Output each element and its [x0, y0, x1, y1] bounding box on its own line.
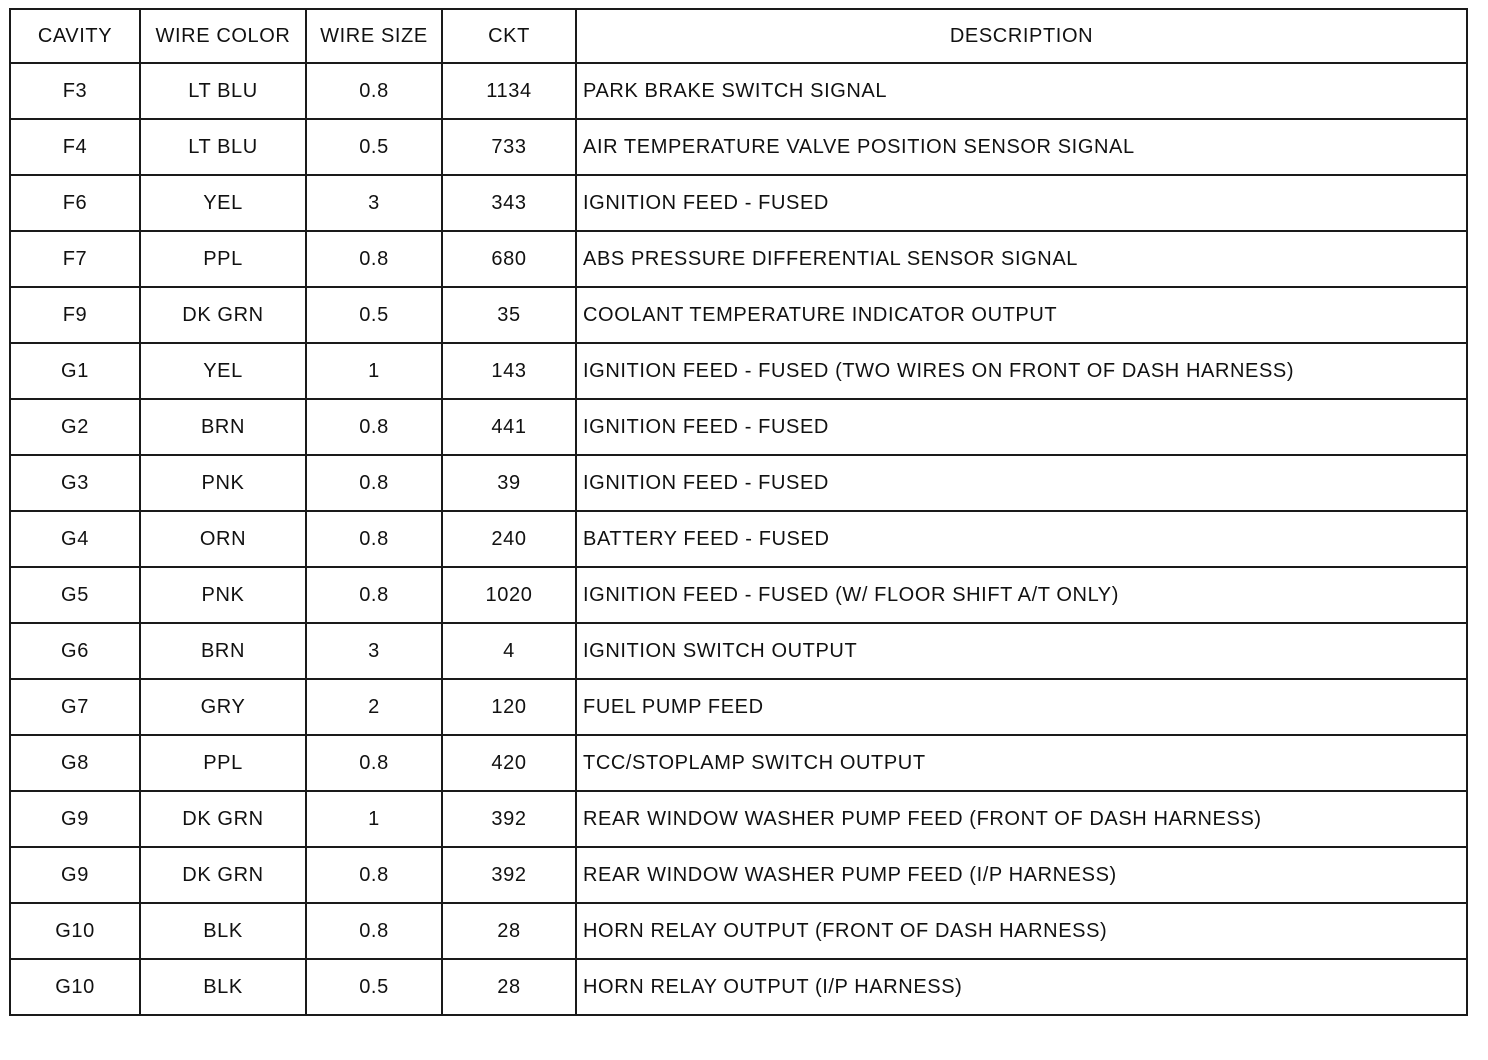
table-row: [10, 959, 1467, 1015]
table-row: [10, 343, 1467, 399]
cell-cavity: G9: [10, 791, 140, 847]
cell-cavity: G2: [10, 399, 140, 455]
cell-cavity: G6: [10, 623, 140, 679]
cell-description: AIR TEMPERATURE VALVE POSITION SENSOR SIGNAL: [576, 119, 1467, 175]
header-ckt: CKT: [442, 9, 576, 63]
cell-description: PARK BRAKE SWITCH SIGNAL: [576, 63, 1467, 119]
cell-description: IGNITION FEED - FUSED (W/ FLOOR SHIFT A/T ONLY): [576, 567, 1467, 623]
cell-ckt: 420: [442, 735, 576, 791]
cell-ckt: 39: [442, 455, 576, 511]
cell-wire-size: 0.5: [306, 287, 442, 343]
cell-wire-size: 0.8: [306, 847, 442, 903]
cell-cavity: G9: [10, 847, 140, 903]
cell-ckt: 680: [442, 231, 576, 287]
cell-description: TCC/STOPLAMP SWITCH OUTPUT: [576, 735, 1467, 791]
cell-cavity: G1: [10, 343, 140, 399]
header-row: [10, 9, 1467, 63]
table-row: [10, 735, 1467, 791]
cell-cavity: F7: [10, 231, 140, 287]
cell-wire-color: LT BLU: [140, 119, 306, 175]
cell-wire-size: 2: [306, 679, 442, 735]
cell-ckt: 392: [442, 791, 576, 847]
cell-wire-size: 3: [306, 623, 442, 679]
table-row: [10, 455, 1467, 511]
cell-ckt: 120: [442, 679, 576, 735]
cell-cavity: G7: [10, 679, 140, 735]
cell-ckt: 240: [442, 511, 576, 567]
cell-ckt: 143: [442, 343, 576, 399]
cell-cavity: G10: [10, 903, 140, 959]
cell-wire-color: YEL: [140, 343, 306, 399]
cell-wire-size: 0.8: [306, 567, 442, 623]
cell-description: COOLANT TEMPERATURE INDICATOR OUTPUT: [576, 287, 1467, 343]
cell-wire-color: BLK: [140, 903, 306, 959]
table-row: [10, 63, 1467, 119]
cell-ckt: 343: [442, 175, 576, 231]
cell-cavity: F9: [10, 287, 140, 343]
cell-ckt: 733: [442, 119, 576, 175]
cell-ckt: 4: [442, 623, 576, 679]
cell-cavity: F3: [10, 63, 140, 119]
cell-wire-size: 0.8: [306, 735, 442, 791]
header-wire-color: WIRE COLOR: [140, 9, 306, 63]
header-description: DESCRIPTION: [576, 9, 1467, 63]
cell-description: IGNITION FEED - FUSED: [576, 175, 1467, 231]
cell-wire-color: YEL: [140, 175, 306, 231]
cell-ckt: 1020: [442, 567, 576, 623]
cell-wire-color: PNK: [140, 455, 306, 511]
cell-cavity: G4: [10, 511, 140, 567]
cell-wire-size: 0.5: [306, 959, 442, 1015]
table-row: [10, 903, 1467, 959]
cell-wire-size: 1: [306, 791, 442, 847]
cell-cavity: G8: [10, 735, 140, 791]
connector-pinout-table: [9, 8, 1468, 1016]
cell-wire-color: PNK: [140, 567, 306, 623]
cell-description: REAR WINDOW WASHER PUMP FEED (FRONT OF DASH HARNESS): [576, 791, 1467, 847]
cell-wire-color: ORN: [140, 511, 306, 567]
cell-ckt: 28: [442, 959, 576, 1015]
cell-wire-size: 3: [306, 175, 442, 231]
cell-wire-color: GRY: [140, 679, 306, 735]
table-row: [10, 399, 1467, 455]
cell-wire-color: BRN: [140, 623, 306, 679]
cell-wire-size: 0.8: [306, 63, 442, 119]
cell-ckt: 28: [442, 903, 576, 959]
cell-cavity: F4: [10, 119, 140, 175]
cell-wire-color: BLK: [140, 959, 306, 1015]
cell-wire-size: 0.8: [306, 511, 442, 567]
cell-description: HORN RELAY OUTPUT (FRONT OF DASH HARNESS): [576, 903, 1467, 959]
cell-ckt: 392: [442, 847, 576, 903]
cell-description: ABS PRESSURE DIFFERENTIAL SENSOR SIGNAL: [576, 231, 1467, 287]
cell-ckt: 1134: [442, 63, 576, 119]
cell-wire-color: PPL: [140, 231, 306, 287]
cell-description: BATTERY FEED - FUSED: [576, 511, 1467, 567]
table-row: [10, 175, 1467, 231]
cell-wire-color: DK GRN: [140, 287, 306, 343]
cell-cavity: G10: [10, 959, 140, 1015]
cell-wire-color: DK GRN: [140, 791, 306, 847]
cell-description: IGNITION FEED - FUSED: [576, 399, 1467, 455]
table-row: [10, 623, 1467, 679]
table-row: [10, 511, 1467, 567]
cell-description: IGNITION FEED - FUSED: [576, 455, 1467, 511]
cell-ckt: 35: [442, 287, 576, 343]
cell-wire-size: 0.8: [306, 903, 442, 959]
table-row: [10, 231, 1467, 287]
table-row: [10, 679, 1467, 735]
cell-description: HORN RELAY OUTPUT (I/P HARNESS): [576, 959, 1467, 1015]
cell-wire-size: 1: [306, 343, 442, 399]
cell-ckt: 441: [442, 399, 576, 455]
cell-cavity: G3: [10, 455, 140, 511]
table-row: [10, 847, 1467, 903]
cell-wire-size: 0.8: [306, 399, 442, 455]
cell-wire-color: PPL: [140, 735, 306, 791]
cell-description: IGNITION FEED - FUSED (TWO WIRES ON FRONT OF DASH HARNESS): [576, 343, 1467, 399]
cell-description: IGNITION SWITCH OUTPUT: [576, 623, 1467, 679]
header-wire-size: WIRE SIZE: [306, 9, 442, 63]
cell-description: FUEL PUMP FEED: [576, 679, 1467, 735]
cell-wire-size: 0.5: [306, 119, 442, 175]
cell-wire-size: 0.8: [306, 455, 442, 511]
cell-description: REAR WINDOW WASHER PUMP FEED (I/P HARNESS): [576, 847, 1467, 903]
cell-wire-color: LT BLU: [140, 63, 306, 119]
header-cavity: CAVITY: [10, 9, 140, 63]
cell-wire-size: 0.8: [306, 231, 442, 287]
table-body: [10, 63, 1467, 1015]
cell-cavity: F6: [10, 175, 140, 231]
cell-wire-color: BRN: [140, 399, 306, 455]
table-row: [10, 287, 1467, 343]
table-header: [10, 9, 1467, 63]
table-row: [10, 567, 1467, 623]
cell-wire-color: DK GRN: [140, 847, 306, 903]
table-row: [10, 119, 1467, 175]
table-row: [10, 791, 1467, 847]
cell-cavity: G5: [10, 567, 140, 623]
